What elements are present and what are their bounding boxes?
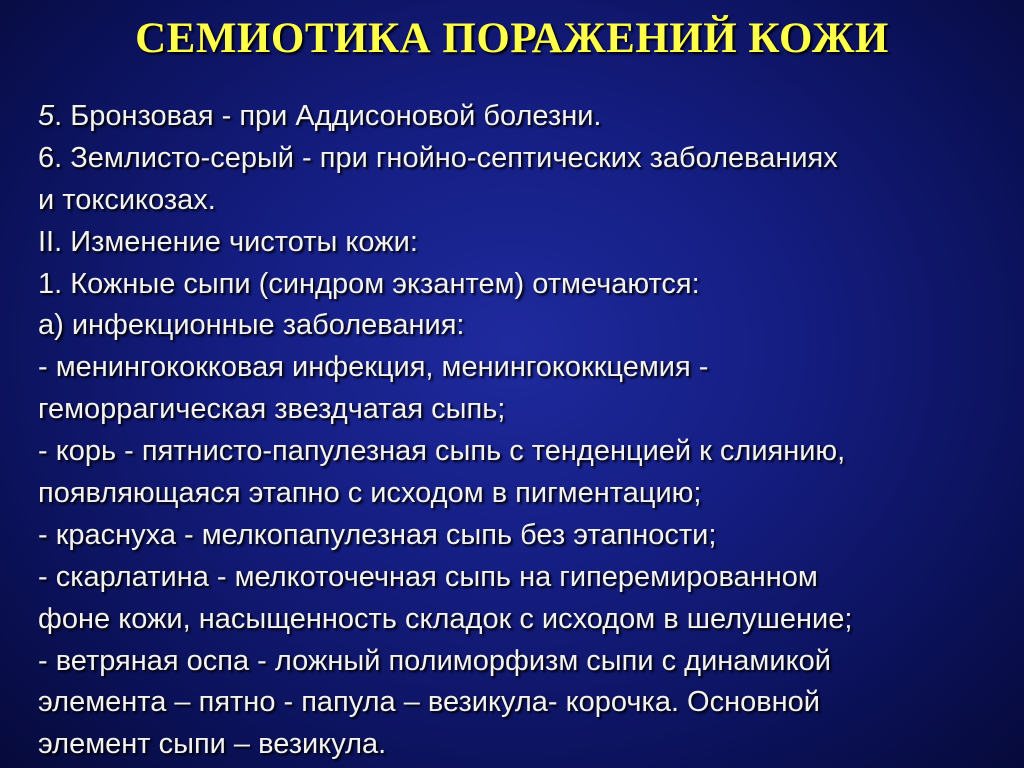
- body-line: а) инфекционные заболевания:: [38, 309, 465, 342]
- body-line: и токсикозах.: [38, 183, 216, 216]
- body-line: 6. Землисто-серый - при гнойно-септических заболеваниях: [38, 141, 838, 174]
- body-line: - корь - пятнисто-папулезная сыпь с тенденцией к слиянию,: [38, 435, 846, 468]
- body-line: - менингококковая инфекция, менингококкцемия -: [38, 351, 709, 384]
- slide-title: СЕМИОТИКА ПОРАЖЕНИЙ КОЖИ: [135, 15, 889, 62]
- slide-body: [38, 96, 998, 766]
- list-number: 5: [38, 100, 55, 132]
- body-line: - ветряная оспа - ложный полиморфизм сыпи с динамикой: [38, 644, 831, 677]
- body-line: появляющаяся этапно с исходом в пигментацию;: [38, 477, 702, 510]
- body-line: элемент сыпи – везикула.: [38, 728, 387, 761]
- body-line: фоне кожи, насыщенность складок с исходом в шелушение;: [38, 602, 853, 635]
- body-line: II. Изменение чистоты кожи:: [38, 225, 418, 258]
- body-line: [38, 96, 998, 138]
- body-line: геморрагическая звездчатая сыпь;: [38, 393, 506, 426]
- body-line: - краснуха - мелкопапулезная сыпь без этапности;: [38, 518, 717, 551]
- body-line-text: . Бронзовая - при Аддисоновой болезни.: [54, 100, 602, 132]
- body-line: 1. Кожные сыпи (синдром экзантем) отмечаются:: [38, 267, 700, 300]
- body-line: - скарлатина - мелкоточечная сыпь на гиперемированном: [38, 560, 818, 593]
- body-line: элемента – пятно - папула – везикула- корочка. Основной: [38, 686, 821, 719]
